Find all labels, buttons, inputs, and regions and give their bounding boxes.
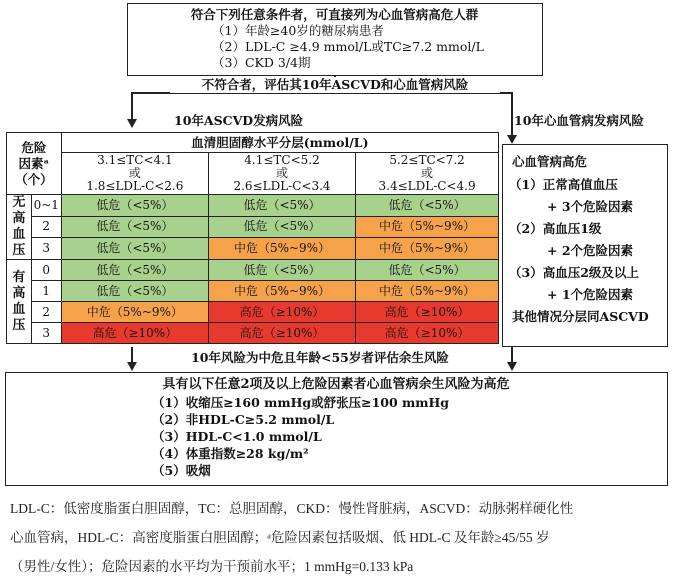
risk-level-cell: 高危（≥10%） <box>208 323 355 344</box>
cvd-risk-label: 10年心血管病发病风险 <box>514 113 644 128</box>
ascvd-risk-label: 10年ASCVD发病风险 <box>174 113 304 128</box>
footnote-line-1: LDL-C：低密度脂蛋白胆固醇，TC：总胆固醇，CKD：慢性肾脏病，ASCVD：动脉粥样硬化性 <box>10 501 574 516</box>
cvd-criterion-2-plus: + 2个危险因素 <box>547 243 634 258</box>
cvd-criterion-1-plus: + 3个危险因素 <box>547 199 634 214</box>
risk-row <box>7 302 499 323</box>
group-label-char: 血 <box>12 301 26 317</box>
lifetime-factor-5: （5）吸烟 <box>152 463 211 478</box>
direct-high-risk-box <box>127 3 543 76</box>
risk-level-cell: 低危（<5%） <box>61 281 208 302</box>
cholesterol-column-2 <box>208 153 355 195</box>
risk-factor-count: 3 <box>31 323 61 344</box>
risk-factor-count: 0~1 <box>31 195 61 217</box>
cvd-high-risk-title: 心血管病高危 <box>512 154 588 169</box>
group-label-char: 压 <box>12 243 26 258</box>
risk-level-cell: 低危（<5%） <box>356 195 499 217</box>
group-label-char: 无 <box>12 195 26 210</box>
risk-level-cell: 低危（<5%） <box>208 216 355 238</box>
cvd-high-risk-box <box>502 144 668 347</box>
group-label-char: 高 <box>12 211 26 226</box>
risk-level-cell: 低危（<5%） <box>61 238 208 260</box>
risk-row <box>7 216 499 238</box>
lifetime-risk-title: 具有以下任意2项及以上危险因素者心血管病余生风险为高危 <box>162 377 510 392</box>
col2-ldl: 2.6≤LDL-C<3.4 <box>233 179 331 193</box>
risk-level-cell: 低危（<5%） <box>356 260 499 281</box>
factor-count-header <box>7 133 62 195</box>
group-label-char: 有 <box>12 269 26 285</box>
col1-or: 或 <box>128 166 141 180</box>
hypertension-group-label <box>7 195 32 260</box>
risk-factor-count: 0 <box>31 260 61 281</box>
risk-level-cell: 中危（5%~9%） <box>61 302 208 323</box>
group-label-char: 血 <box>12 227 26 242</box>
branch-label: 不符合者，评估其10年ASCVD和心血管病风险 <box>170 77 500 93</box>
risk-factor-count: 2 <box>31 216 61 238</box>
cholesterol-column-1 <box>61 153 208 195</box>
arrow-left-branch <box>127 119 137 128</box>
lifetime-factor-4: （4）体重指数≥28 kg/m² <box>152 446 309 461</box>
lifetime-factor-2: （2）非HDL-C≥5.2 mmol/L <box>152 412 335 427</box>
col3-tc: 5.2≤TC<7.2 <box>389 153 465 167</box>
risk-row <box>7 238 499 260</box>
direct-criterion-1: （1）年龄≥40岁的糖尿病患者 <box>212 23 384 38</box>
group-label-char: 压 <box>12 317 26 333</box>
risk-level-cell: 中危（5%~9%） <box>356 281 499 302</box>
factor-header-line-2: 因素ᵃ <box>18 155 50 171</box>
risk-level-cell: 高危（≥10%） <box>208 302 355 323</box>
risk-level-cell: 低危（<5%） <box>208 195 355 217</box>
col3-or: 或 <box>421 166 434 180</box>
col2-tc: 4.1≤TC<5.2 <box>244 153 320 167</box>
connector-left-branch <box>131 92 133 119</box>
risk-level-cell: 中危（5%~9%） <box>208 281 355 302</box>
lifetime-risk-box <box>5 372 668 486</box>
cvd-criterion-1: （1）正常高值血压 <box>509 177 618 192</box>
lifetime-risk-label: 10年风险为中危且年龄<55岁者评估余生风险 <box>191 350 449 365</box>
connector-right-branch <box>511 92 513 135</box>
risk-level-cell: 低危（<5%） <box>61 195 208 217</box>
risk-row <box>7 260 499 281</box>
risk-level-cell: 低危（<5%） <box>61 216 208 238</box>
cholesterol-column-3 <box>356 153 499 195</box>
arrow-right-branch <box>507 135 517 144</box>
ascvd-risk-table <box>6 132 499 344</box>
risk-row <box>7 281 499 302</box>
factor-header-line-1: 危险 <box>21 139 47 155</box>
footnote <box>10 494 668 580</box>
risk-level-cell: 中危（5%~9%） <box>356 238 499 260</box>
risk-factor-count: 2 <box>31 302 61 323</box>
cholesterol-stratum-header: 血清胆固醇水平分层(mmol/L) <box>61 133 498 153</box>
risk-level-cell: 低危（<5%） <box>208 260 355 281</box>
lifetime-factor-3: （3）HDL-C<1.0 mmol/L <box>152 429 322 444</box>
col2-or: 或 <box>276 166 289 180</box>
cvd-criterion-3-plus: + 1个危险因素 <box>547 287 634 302</box>
risk-level-cell: 中危（5%~9%） <box>356 216 499 238</box>
arrow-left-down <box>127 362 137 371</box>
footnote-line-2: 心血管病，HDL-C：高密度脂蛋白胆固醇；ᵃ危险因素包括吸烟、低 HDL-C 及年龄≥45/55 岁 <box>10 530 550 545</box>
risk-level-cell: 高危（≥10%） <box>61 323 208 344</box>
cvd-criterion-2: （2）高血压1级 <box>509 221 602 236</box>
risk-table-body <box>7 195 499 344</box>
arrow-right-down <box>507 362 517 371</box>
direct-criterion-2: （2）LDL-C ≥4.9 mmol/L或TC≥7.2 mmol/L <box>212 39 484 54</box>
risk-level-cell: 中危（5%~9%） <box>208 238 355 260</box>
risk-level-cell: 高危（≥10%） <box>356 302 499 323</box>
col1-tc: 3.1≤TC<4.1 <box>97 153 173 167</box>
risk-row <box>7 323 499 344</box>
risk-factor-count: 3 <box>31 238 61 260</box>
factor-header-line-3: （个） <box>15 171 53 187</box>
group-label-char: 高 <box>12 285 26 301</box>
col1-ldl: 1.8≤LDL-C<2.6 <box>86 179 184 193</box>
connector-left-down <box>131 347 133 362</box>
cvd-other-note: 其他情况分层同ASCVD <box>512 309 649 324</box>
direct-criterion-3: （3）CKD 3/4期 <box>212 55 311 70</box>
lifetime-factor-1: （1）收缩压≥160 mmHg或舒张压≥100 mmHg <box>152 395 450 410</box>
cvd-criterion-3: （3）高血压2级及以上 <box>509 265 639 280</box>
risk-level-cell: 低危（<5%） <box>61 260 208 281</box>
connector-right-down <box>511 347 513 362</box>
footnote-line-3: （男性/女性）；危险因素的水平均为干预前水平；1 mmHg=0.133 kPa <box>10 559 414 574</box>
risk-row <box>7 195 499 217</box>
direct-high-risk-title: 符合下列任意条件者，可直接列为心血管病高危人群 <box>190 7 479 22</box>
risk-factor-count: 1 <box>31 281 61 302</box>
hypertension-group-label <box>7 260 32 344</box>
risk-level-cell: 高危（≥10%） <box>356 323 499 344</box>
col3-ldl: 3.4≤LDL-C<4.9 <box>378 179 476 193</box>
